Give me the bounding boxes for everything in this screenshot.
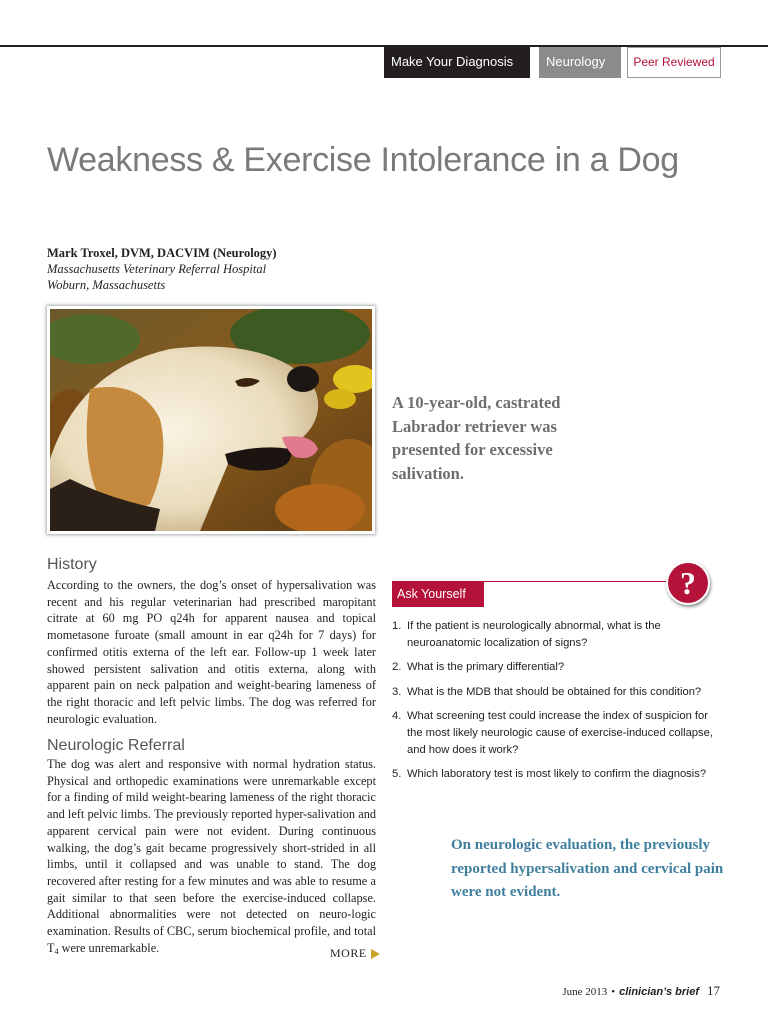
- question-number: 3.: [392, 685, 402, 698]
- page-footer: [562, 983, 720, 999]
- question-mark-icon: ?: [666, 561, 710, 605]
- intro-pull-quote: A 10-year-old, castrated Labrador retriever was presented for excessive salivation.: [392, 393, 561, 483]
- more-link[interactable]: [330, 946, 380, 961]
- question-number: 2.: [392, 661, 402, 674]
- specialty-tag[interactable]: Neurology: [539, 47, 621, 78]
- page-number: 17: [707, 983, 720, 998]
- more-label: MORE: [330, 946, 367, 960]
- section-tag[interactable]: Make Your Diagnosis: [384, 47, 530, 78]
- ask-yourself-label: Ask Yourself: [392, 582, 484, 607]
- neurologic-referral-heading: Neurologic Referral: [47, 737, 185, 754]
- peer-reviewed-tag[interactable]: Peer Reviewed: [627, 47, 721, 78]
- question-list: [392, 618, 726, 791]
- history-body: According to the owners, the dog’s onset of hypersalivation was recent and his regular veterinarian had prescribed maropitant citrate at 60 mg PO q24h for apparent nausea and topical mometasone furoate (small amount in ear q24h for 7 days) for confirmed otitis externa of the left ear. Follow-up 1 week later showed persistent salivation and otitis externa, along with apparent pain on neck palpation and weight-bearing lameness of the right thoracic and left pelvic limbs. The dog was referred for neurologic evaluation.: [47, 578, 376, 726]
- question-text: Which laboratory test is most likely to confirm the diagnosis?: [407, 768, 707, 781]
- neurologic-referral-body: [47, 756, 376, 960]
- author-location: Woburn, Massachusetts: [47, 278, 166, 292]
- question-text: What is the MDB that should be obtained for this condition?: [407, 685, 702, 698]
- author-name: Mark Troxel, DVM, DACVIM (Neurology): [47, 246, 277, 260]
- footer-separator: •: [611, 986, 616, 998]
- bottom-pull-quote: On neurologic evaluation, the previously reported hypersalivation and cervical pain were not evident.: [451, 837, 724, 900]
- question-text: What is the primary differential?: [407, 661, 565, 674]
- list-item: [392, 684, 726, 701]
- history-heading: History: [47, 556, 97, 573]
- question-number: 4.: [392, 710, 402, 723]
- dog-photo: [47, 306, 375, 534]
- question-number: 5.: [392, 768, 402, 781]
- play-arrow-icon: [371, 949, 380, 959]
- t4-subscript: 4: [54, 946, 59, 956]
- footer-publication: clinician’s brief: [619, 986, 699, 998]
- question-text: If the patient is neurologically abnormal, what is the neuroanatomic localization of signs?: [407, 620, 661, 649]
- list-item: [392, 659, 726, 676]
- list-item: [392, 766, 726, 783]
- question-number: 1.: [392, 620, 402, 632]
- neurologic-referral-text: The dog was alert and responsive with normal hydration status. Physical and orthopedic examinations were unremarkable except for a finding of mild weight-bearing lameness of the right thoracic and left pelvic limbs. The previously reported hyper-salivation and apparent cervical pain were not evident. During continuous walking, the dog’s gait became progressively short-strided in all limbs, until it collapsed and was unable to stand. The dog recovered after resting for a few minutes and was able to resume a gait similar to that seen before the exercise-induced collapse. Additional abnormalities were not detected on neuro-logic examination. Results of CBC, serum biochemical profile, and total T: [47, 757, 376, 955]
- neurologic-referral-text-end: were unremarkable.: [58, 940, 160, 955]
- list-item: [392, 708, 726, 758]
- footer-date: June 2013: [562, 986, 608, 998]
- author-block: [47, 245, 277, 293]
- article-title: Weakness & Exercise Intolerance in a Dog: [47, 141, 679, 179]
- list-item: [392, 618, 726, 651]
- question-text: What screening test could increase the index of suspicion for the most likely neurologic cause of exercise-induced collapse, and how does it work?: [407, 710, 713, 756]
- dog-photo-illustration: [50, 309, 372, 531]
- author-institution: Massachusetts Veterinary Referral Hospital: [47, 262, 267, 276]
